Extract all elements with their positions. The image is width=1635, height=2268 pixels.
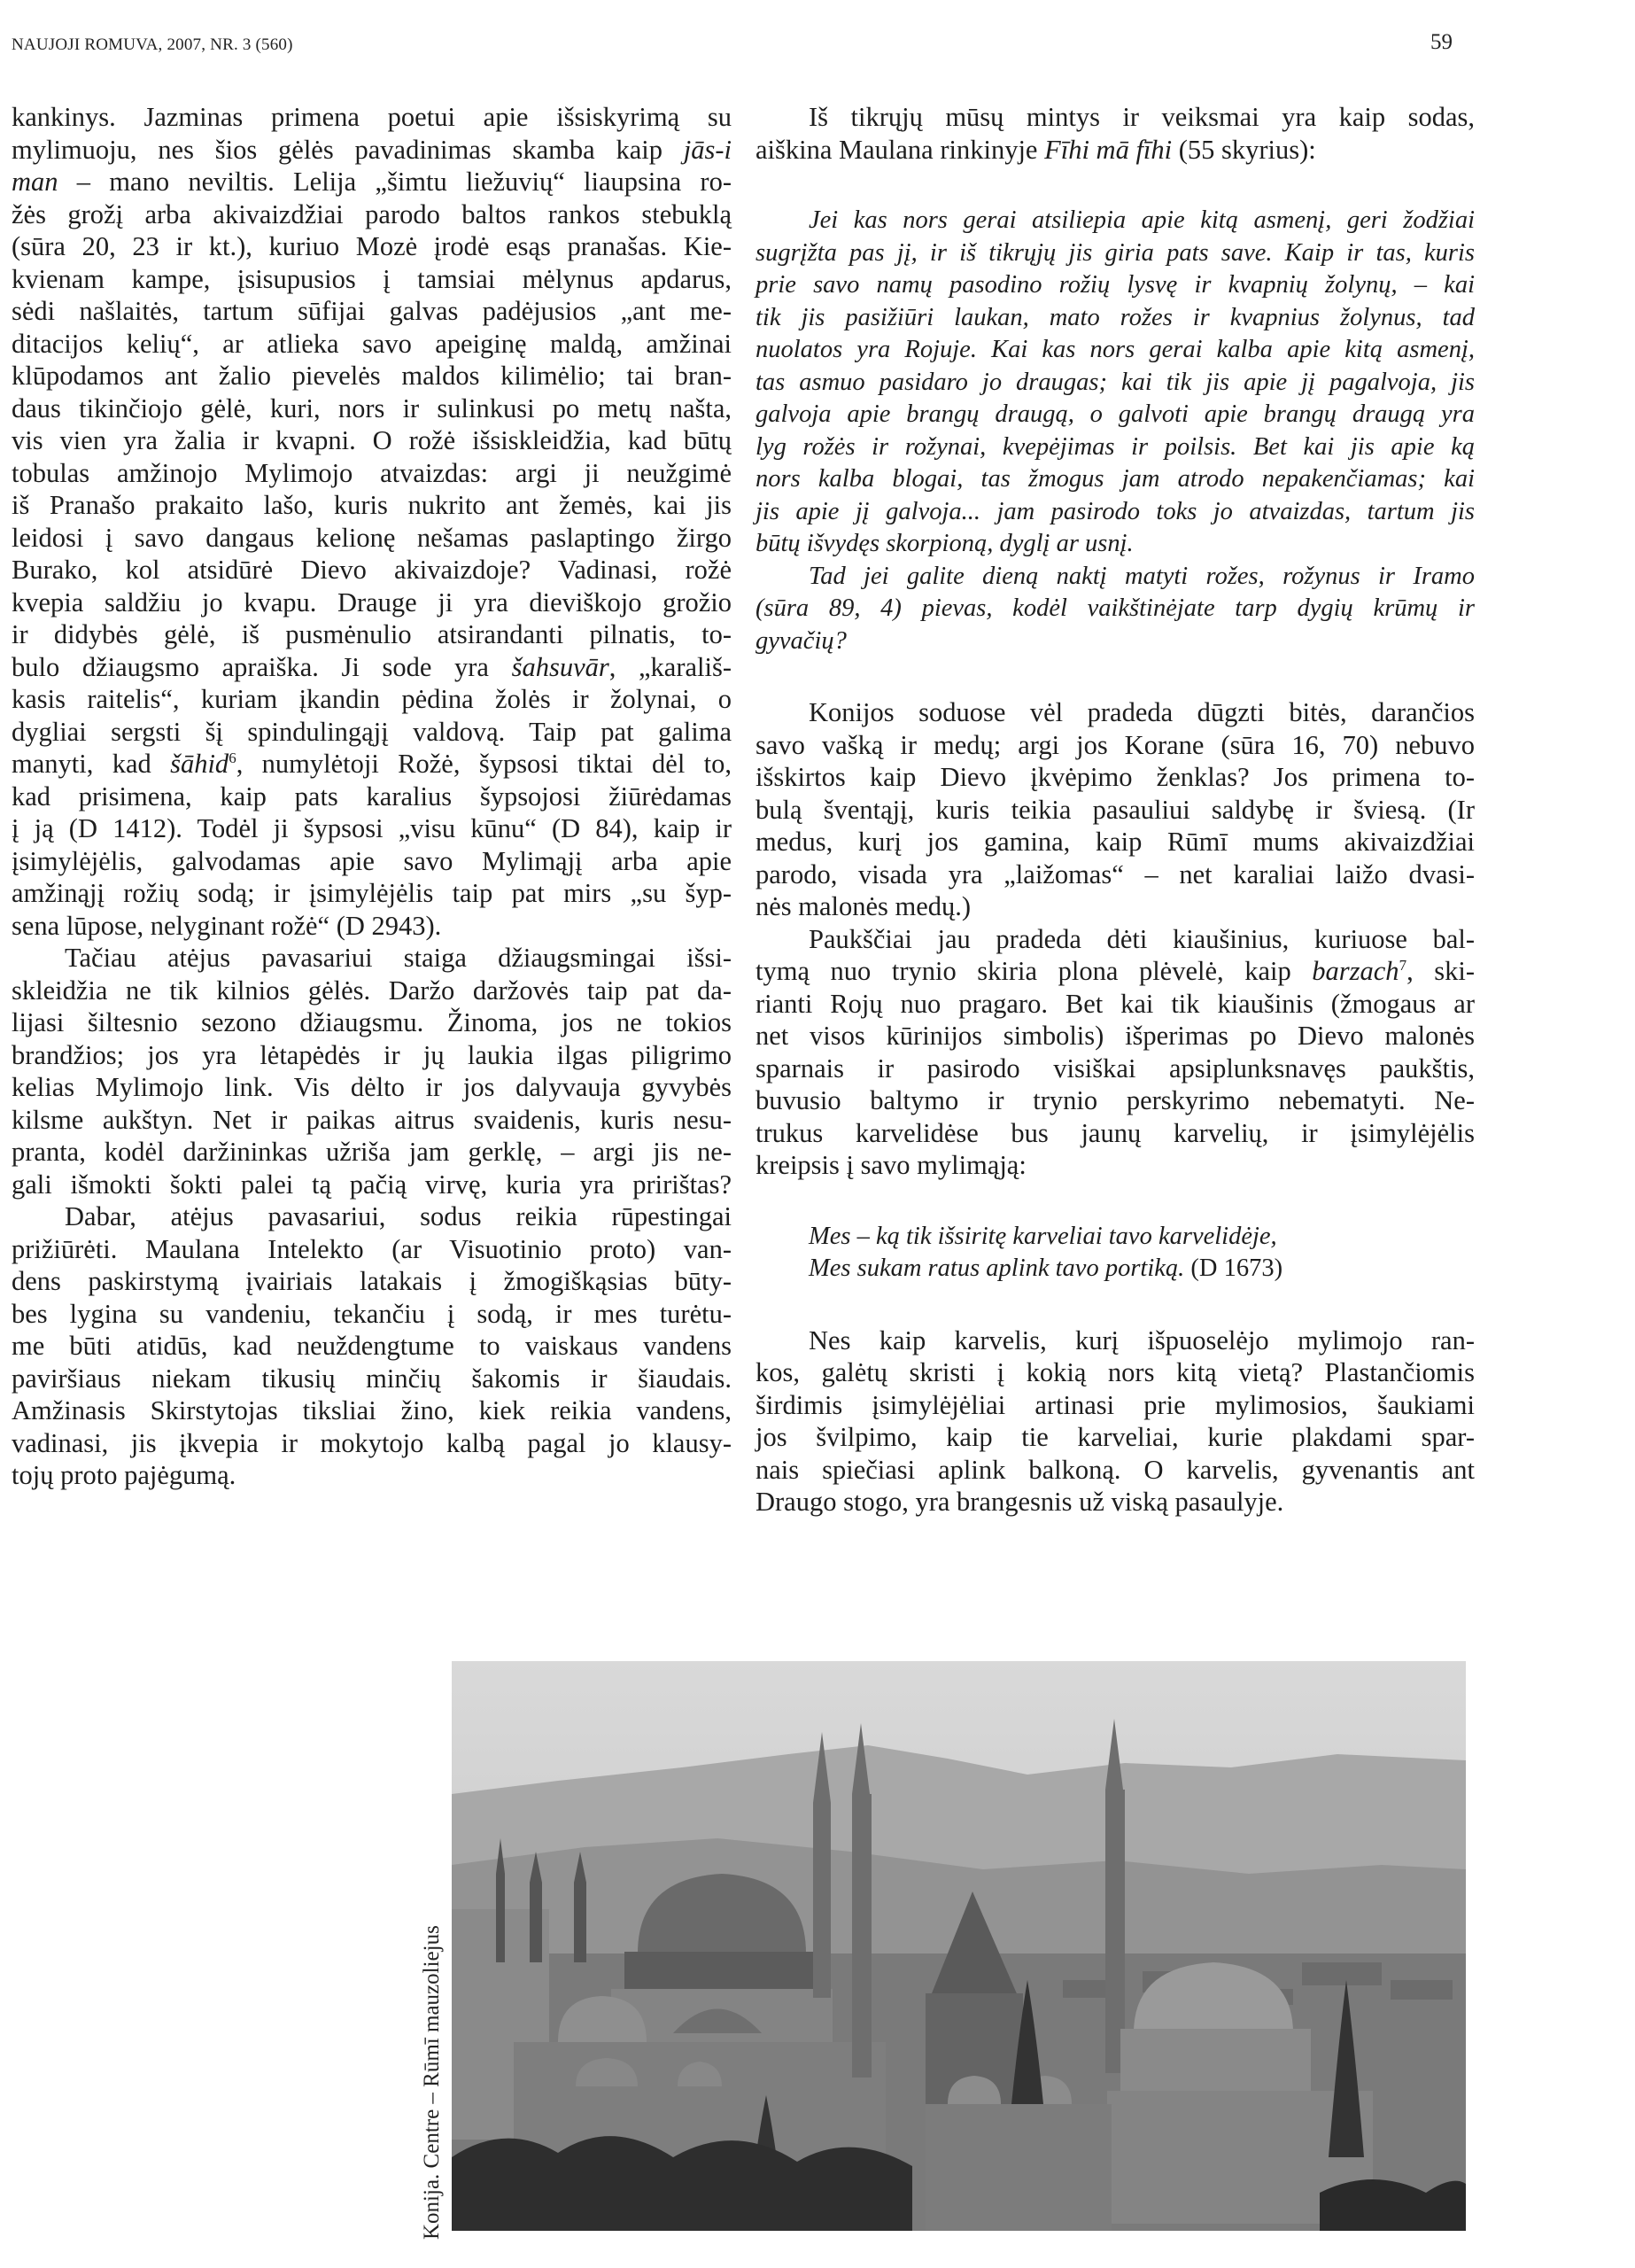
quote-line: (sūra 89, 4) pievas, kodėl vaikštinėjate tarp dygių krūmų ir — [756, 594, 1475, 622]
text-line: išskirtos kaip Dievo įkvėpimo ženklas? Jos primena to- — [756, 762, 1475, 792]
text-line: savo vašką ir medų; argi jos Korane (sūra 16, 70) nebuvo — [756, 729, 1475, 760]
text-line: gali išmokti šokti palei tą pačią virvę, kuria yra pririštas? — [12, 1169, 732, 1200]
verse-reference: (D 1673) — [1184, 1254, 1283, 1282]
quote-line: nors kalba blogai, tas žmogus jam atrodo nepakenčiamas; kai — [756, 465, 1475, 493]
text-line: kos, galėtų skristi į kokią nors kitą vietą? Plastančiomis — [756, 1357, 1475, 1387]
text-line: medus, kurį jos gamina, kaip Rūmī mums akivaizdžiai — [756, 827, 1475, 857]
text-line: Iš tikrųjų mūsų mintys ir veiksmai yra kaip sodas, — [809, 102, 1475, 132]
quote-line: tas asmuo pasidaro jo draugas; kai tik jis apie jį pagalvoja, jis — [756, 368, 1475, 396]
text-line: pranta, kodėl daržininkas užriša jam gerklę, – argi jis ne- — [12, 1137, 732, 1167]
text-line: net visos kūrinijos simbolis) išperimas po Dievo malonės — [756, 1021, 1475, 1051]
text-line: į ją (D 1412). Todėl ji šypsosi „visu kūnu“ (D 84), kaip ir — [12, 813, 732, 843]
verse-line: Mes sukam ratus aplink tavo portiką. (D 1673) — [809, 1254, 1283, 1282]
text-line: jos švilpimo, kaip tie karveliai, kurie plakdami spar- — [756, 1422, 1475, 1452]
quote-line: Tad jei galite dieną naktį matyti rožes, rožynus ir Iramo — [809, 562, 1475, 590]
left-column — [12, 101, 732, 1492]
text-line: Tačiau atėjus pavasariui staiga džiaugsmingai išsi- — [65, 943, 732, 973]
text-line: skleidžia ne tik kilnios gėlės. Daržo daržovės taip pat da- — [12, 975, 732, 1006]
italic-term: jās-i — [683, 134, 732, 165]
text-line: tymą nuo trynio skiria plona plėvelė, kaip barzach$^7$, ski- — [756, 956, 1476, 986]
text-line: parodo, visada yra „laižomas“ – net karaliai laižo dvasi- — [756, 858, 1475, 889]
text-line: mylimuoju, nes šios gėlės pavadinimas skamba kaip jās-i — [12, 134, 732, 165]
text-line: iš Pranašo prakaito lašo, kuris nukrito ant žemės, kai jis — [12, 490, 732, 520]
quote-line: Jei kas nors gerai atsiliepia apie kitą asmenį, geri žodžiai — [809, 206, 1475, 234]
text-line: brandžios; jos yra lėtapėdės ir jų laukia ilgas piligrimo — [12, 1039, 732, 1070]
quote-line: tik jis pasižiūri laukan, mato rožes ir kvapnius žolynus, tad — [756, 303, 1475, 331]
footnote-marker[interactable]: 6 — [229, 750, 236, 766]
text-line: trukus karvelidėse bus jaunų karvelių, ir įsimylėjėlis — [756, 1117, 1475, 1148]
block-quote — [756, 205, 1475, 657]
text-line: tojų proto pajėgumą. — [12, 1460, 236, 1490]
text-line: nais spiečiasi aplink balkoną. O karvelis, gyvenantis ant — [756, 1454, 1475, 1485]
quote-line: lyg rožės ir rožynai, kvepėjimas ir poilsis. Bet kai jis apie ką — [756, 432, 1475, 461]
italic-term: šahsuvār — [511, 651, 609, 682]
text-line: Paukščiai jau pradeda dėti kiaušinius, kuriuose bal- — [809, 923, 1475, 954]
photo-illustration — [452, 1661, 1466, 2231]
verse-line: Mes – ką tik išsiritę karveliai tavo karvelidėje, — [809, 1222, 1277, 1250]
text-line: klūpodamos ant žalio pievelės maldos kilimėlio; tai bran- — [12, 361, 732, 391]
text-line: kreipsis į savo mylimąją: — [756, 1150, 1027, 1180]
text-line: Amžinasis Skirstytojas tiksliai žino, kiek reikia vandens, — [12, 1395, 732, 1425]
text-line: Draugo stogo, yra brangesnis už viską pasaulyje. — [756, 1487, 1284, 1517]
text-line: dygliai sergsti šį spindulingąjį valdovą. Taip pat galima — [12, 716, 732, 747]
running-head: NAUJOJI ROMUVA, 2007, NR. 3 (560) — [12, 35, 293, 54]
figure-caption: Konija. Centre – Rūmī mauzoliejus — [420, 1925, 444, 2240]
text-line: įsimylėjėlis, galvodamas apie savo Mylimąjį arba apie — [12, 845, 732, 876]
text-line: vadinasi, jis įkvepia ir mokytojo kalbą pagal jo klausy- — [12, 1427, 732, 1458]
text-line: kankinys. Jazminas primena poetui apie išsiskyrimą su — [12, 102, 732, 132]
text-line: kad prisimena, kaip pats karalius šypsojosi žiūrėdamas — [12, 781, 732, 812]
italic-term: barzach — [1312, 956, 1399, 986]
text-line: sėdi našlaitės, tartum sūfijai galvas padėjusios „ant me- — [12, 296, 732, 326]
quote-line: gyvačių? — [756, 626, 847, 655]
text-line: dens paskirstymą įvairiais latakais į žmogiškąsias būty- — [12, 1266, 732, 1296]
quote-line: sugrįžta pas jį, ir iš tikrųjų jis giria pats save. Kaip ir tas, kuris — [756, 238, 1475, 267]
text-line: kelias Mylimojo link. Vis dėlto ir jos dalyvauja gyvybės — [12, 1072, 732, 1102]
text-line: daus tikinčiojo gėlė, kuri, nors ir sulinkusi po metų našta, — [12, 392, 732, 423]
text-line: amžinąjį rožių sodą; ir įsimylėjėlis taip pat mirs „su šyp- — [12, 878, 732, 908]
text-line: buvusio baltymo ir trynio perskyrimo nebematyti. Ne- — [756, 1085, 1475, 1115]
quote-line: prie savo namų pasodino rožių lysvę ir kvapnių žolynų, – kai — [756, 271, 1475, 299]
text-line: sparnais ir pasirodo visiškai apsiplunksnavęs paukštis, — [756, 1052, 1475, 1084]
text-line: prižiūrėti. Maulana Intelekto (ar Visuotinio proto) van- — [12, 1233, 732, 1264]
text-line: paviršiaus niekam tikusių minčių šakomis ir šiaudais. — [12, 1363, 732, 1394]
text-line: širdimis įsimylėjėliai artinasi prie mylimosios, šaukiami — [756, 1389, 1475, 1420]
text-line: man – mano neviltis. Lelija „šimtu liežuvių“ liaupsina ro- — [12, 167, 732, 197]
text-line: tobulas amžinojo Mylimojo atvaizdas: argi ji neužgimė — [12, 457, 732, 488]
text-line: Dabar, atėjus pavasariui, sodus reikia rūpestingai — [65, 1201, 732, 1231]
text-line: kilsme aukštyn. Net ir paikas aitrus svaidenis, kuris nesu- — [12, 1104, 732, 1135]
text-line: Nes kaip karvelis, kurį išpuoselėjo mylimojo ran- — [809, 1324, 1475, 1355]
text-line: Konijos soduose vėl pradeda dūgzti bitės, darančios — [809, 697, 1475, 727]
verse-quote — [756, 1221, 1475, 1285]
text-line: kasis raitelis“, kuriam įkandin pėdina žolės ir žolynai, o — [12, 684, 732, 714]
quote-line: būtų išvydęs skorpioną, dyglį ar usnį. — [756, 530, 1134, 557]
text-line: me būti atidūs, kad neuždengtume to vaiskaus vandens — [12, 1331, 732, 1361]
text-line: kvepia saldžiu jo kvapu. Drauge ji yra dieviškojo grožio — [12, 586, 732, 617]
text-line: leidosi į savo dangaus kelionę nešamas paslaptingo žirgo — [12, 522, 732, 553]
text-line: ir didybės gėlė, iš pusmėnulio atsirandanti pilnatis, to- — [12, 619, 732, 649]
text-line: sena lūpose, nelyginant rožė“ (D 2943). — [12, 910, 442, 941]
text-line: aiškina Maulana rinkinyje Fīhi mā fīhi (55 skyrius): — [756, 134, 1316, 165]
text-line: lijasi šiltesnio sezono džiaugsmu. Žinoma, jos ne tokios — [12, 1007, 732, 1037]
text-line: žės grožį arba akivaizdžiai parodo baltos rankos stebuklą — [12, 198, 732, 229]
text-line: kvienam kampe, įsisupusios į tamsiai mėlynus apdarus, — [12, 263, 732, 294]
book-title: Fīhi mā fīhi — [1044, 134, 1173, 165]
text-line: manyti, kad šāhid$^6$, numylėtoji Rožė, šypsosi tiktai dėl to, — [12, 749, 732, 779]
text-line: (sūra 20, 23 ir kt.), kuriuo Mozė įrodė esąs pranašas. Kie- — [12, 231, 732, 261]
text-line: vis vien yra žalia ir kvapni. O rožė išsiskleidžia, kad būtų — [12, 425, 732, 455]
text-line: bes lygina su vandeniu, tekančiu į sodą, ir mes turėtu- — [12, 1298, 732, 1329]
footnote-marker[interactable]: 7 — [1399, 957, 1407, 974]
text-line: bulą šventąjį, kuris teikia pasauliui saldybę ir šviesą. (Ir — [756, 794, 1475, 825]
text-line: nės malonės medų.) — [756, 891, 972, 921]
text-line: ditacijos kelių“, ar atlieka savo apeiginę maldą, amžinai — [12, 328, 732, 359]
right-column — [756, 101, 1475, 1518]
text-line: bulo džiaugsmo apraiška. Ji sode yra šahsuvār, „karališ- — [12, 651, 732, 682]
page-number: 59 — [1430, 30, 1453, 54]
quote-line: nuolatos yra Rojuje. Kai kas nors gerai kalba apie kitą asmenį, — [756, 336, 1475, 363]
text-line: rianti Rojų nuo pragaro. Bet kai tik kiaušinis (žmogaus ar — [756, 988, 1475, 1019]
quote-line: jis apie jį galvoja... jam pasirodo toks jo atvaizdas, tartum jis — [756, 497, 1475, 525]
italic-term: šāhid — [170, 749, 229, 779]
mausoleum-photo — [452, 1661, 1466, 2231]
text-line: Burako, kol atsidūrė Dievo akivaizdoje? Vadinasi, rožė — [12, 555, 732, 585]
quote-line: galvoja apie brangų draugą, o galvoti apie brangų draugą yra — [756, 400, 1475, 428]
